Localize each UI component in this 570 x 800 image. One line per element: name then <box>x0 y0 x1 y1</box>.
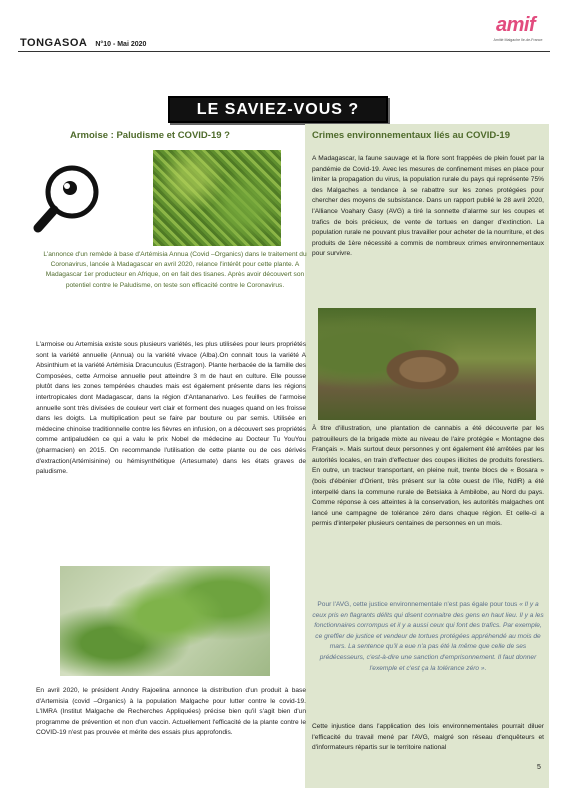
magnifier-icon <box>32 160 142 240</box>
quote-text: « Il y a ceux pris en flagrants délits qui disent connaitre des gens en haut lieu. Il y a les fonctionnaires corrompus et il y a aussi ceux qui font des trafics. Par exemple, ce greffier de justice et vendeur de tortues protégées appréhendé au mois de mars. La sentence qu'il a eue n'a pas été la même que celle de ses prédécesseurs, c'est-à-dire une sanction d'emprisonnement. Il faut donner l'exemple et c'est ça la tolérance zéro ». <box>312 601 544 672</box>
section-banner: LE SAVIEZ-VOUS ? <box>168 96 388 123</box>
left-article-intro: L'annonce d'un remède à base d'Artémisia Annua (Covid –Organics) dans le traitement du Coronavirus, lancée à Madagascar en avril 2020, relance l'intérêt pour cette plante. A Madagascar 1er producteur en Afrique, on en fait des tisanes. Après avoir découvert son potentiel contre le Paludisme, on teste son efficacité contre le Coronavirus. <box>43 251 307 289</box>
header-rule <box>18 51 550 52</box>
artemisia-plant-photo <box>153 150 281 246</box>
right-article-illustration: À titre d'illustration, une plantation de cannabis a été découverte par les patrouilleurs de la brigade mixte au niveau de l'aire protégée « Montagne des Français ». Mais surtout deux personnes y ont également été arrêtées par les autorités locales, en train d'effectuer des coupes illicites de produits forestiers. En outre, un tracteur transportant, en pleine nuit, trente blocs de « Bosara » (bois d'ébénier d'Orient, très présent sur la côte ouest de l'île, NdlR) a été interpellé dans la commune rurale de Betsiaka à Ambilobe, au Nord du pays. Comme réponse à ces atteintes à la conservation, les autorités malgaches ont lancé une campagne de tolérance zéro dans chaque région. Et celle-ci a permis d'interpeler plusieurs centaines de personnes en un mois. <box>312 425 544 528</box>
quote-lead: Pour l'AVG, cette justice environnementale n'est pas égale pour tous <box>317 601 518 608</box>
left-article-conclusion: En avril 2020, le président Andry Rajoelina annonce la distribution d'un produit à base d'Artemisia (covid –Organics) à la population Malgache pour lutter contre le covid-19. L'IMRA (Institut Malgache de Recherches Appliquées) précise bien qu'il s'agit bien d'un programme de prévention et non d'un vaccin. Actuellement l'efficacité de la plante contre le COVID-19 n'est pas prouvée et mérite des essais plus approfondis. <box>36 687 306 737</box>
avg-quote <box>312 600 544 674</box>
right-article-body: A Madagascar, la faune sauvage et la flore sont frappées de plein fouet par la pandémie de Covid-19. Avec les mesures de confinement mises en place pour limiter la propagation du virus, la population rurale du pays qui représente 75% des Malgaches a tendance à se rabattre sur les zones protégées pour chercher des moyens de subsistance. Dans un rapport publié le 28 avril 2020, l'Alliance Voahary Gasy (AVG) a tiré la sonnette d'alarme sur les coupes et trafics de bois précieux, de vente de tortues en danger d'extinction. La population rurale ne pouvant plus travailler pour acheter de la nourriture, et des produits de 1ère nécessité a commis de nombreux crimes environnementaux pour survivre. <box>312 155 544 258</box>
left-article-body: L'armoise ou Artemisia existe sous plusieurs variétés, les plus utilisées pour leurs propriétés sont la variété annuelle (Annua) ou la variété vivace (Alba).On connait tous la variété A Absinthium et la variété Artémisia Dracunculus (Estragon). Plante herbacée de la famille des Composées, cette Armoise annuelle peut atteindre 3 m de haut en culture. Elle pousse plutôt dans les zones tempérées chaudes mais est également présente dans les régions intertropicales dont Madagascar, dans la région d'Antananarivo. Les feuilles de l'armoise annuelle sont très divisées de couleur vert clair et forment des nuages quand on les froisse dans les doigts. La multiplication peut se faire par bouture ou par semis. Utilisée en médecine chinoise traditionnelle contre les fièvres en infusion, on a découvert ses propriétés comme antipaludéen ce qui a valu le prix Nobel de médecine au Docteur Tu YouYou (pharmacien) en 2015. On recommande l'utilisation de cette plante ou de ces dérivés d'extraction(Artémisinine) ou hémisynthétique (Artesumate) dans les états graves de paludisme. <box>36 341 306 476</box>
issue-number: N°10 - Mai 2020 <box>95 41 147 48</box>
newsletter-name: TONGASOA <box>20 37 88 49</box>
right-article-title: Crimes environnementaux liés au COVID-19 <box>312 130 510 141</box>
logo-word: amif <box>496 14 536 36</box>
amif-logo <box>486 14 550 50</box>
tree-stump-photo <box>318 308 536 420</box>
newsletter-title <box>20 37 146 49</box>
left-article-title: Armoise : Paludisme et COVID-19 ? <box>70 130 230 141</box>
right-article-conclusion: Cette injustice dans l'application des lois environnementales pourrait diluer l'efficacité du travail mené par l'AVG, malgré son réseau d'enquêteurs et d'informateurs répartis sur le territoire national <box>312 723 544 752</box>
logo-subtitle: Amitié Malgache Ile-de-France <box>493 38 543 42</box>
page-number: 5 <box>537 764 541 771</box>
artemisia-leaf-photo <box>60 566 270 676</box>
